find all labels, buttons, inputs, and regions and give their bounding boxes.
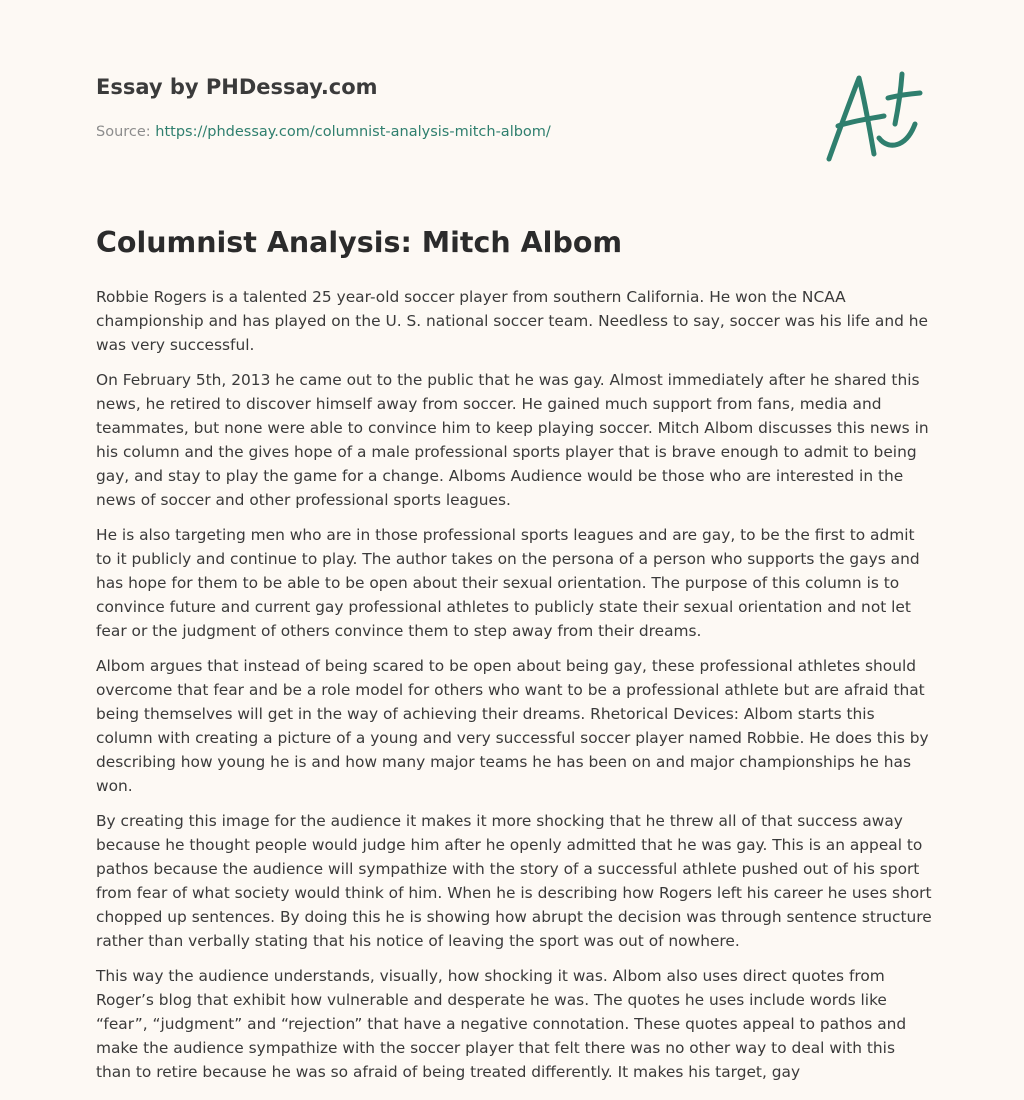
- essay-paragraph: This way the audience understands, visually, how shocking it was. Albom also uses direct quotes from Roger’s blog that exhibit how vulnerable and desperate he was. The quotes he uses include words like “fear”, “judgment” and “rejection” that have a negative connotation. These quotes appeal to pathos and make the audience sympathize with the soccer player that felt there was no other way to deal with this than to retire because he was so afraid of being treated differently. It makes his target, gay: [96, 967, 907, 1081]
- essay-title: Columnist Analysis: Mitch Albom: [96, 226, 623, 259]
- essay-paragraph: On February 5th, 2013 he came out to the public that he was gay. Almost immediately after he shared this news, he retired to discover himself away from soccer. He gained much support from fans, media and teammates, but none were able to convince him to keep playing soccer. Mitch Albom discusses this news in his column and the gives hope of a male professional sports player that is brave enough to admit to being gay, and stay to play the game for a change. Alboms Audience would be those who are interested in the news of soccer and other professional sports leagues.: [96, 371, 929, 509]
- source-line: [96, 124, 551, 140]
- essay-paragraph: Robbie Rogers is a talented 25 year-old soccer player from southern California. He won the NCAA championship and has played on the U. S. national soccer team. Needless to say, soccer was his life and he was very successful.: [96, 288, 928, 354]
- essay-body: [96, 285, 932, 1095]
- source-label: Source:: [96, 124, 156, 140]
- essay-paragraph: By creating this image for the audience it makes it more shocking that he threw all of that success away because he thought people would judge him after he openly admitted that he was gay. This is an appeal to pathos because the audience will sympathize with the story of a successful athlete pushed out of his sport from fear of what society would think of him. When he is describing how Rogers left his career he uses short chopped up sentences. By doing this he is showing how abrupt the decision was through sentence structure rather than verbally stating that his notice of leaving the sport was out of nowhere.: [96, 812, 932, 950]
- page-header: [96, 0, 932, 180]
- essay-paragraph: He is also targeting men who are in those professional sports leagues and are gay, to be the first to admit to it publicly and continue to play. The author takes on the persona of a person who supports the gays and has hope for them to be able to be open about their sexual orientation. The purpose of this column is to convince future and current gay professional athletes to publicly state their sexual orientation and not let fear or the judgment of others convince them to step away from their dreams.: [96, 526, 920, 640]
- source-link[interactable]: https://phdessay.com/columnist-analysis-mitch-albom/: [155, 124, 551, 140]
- essay-paragraph: Albom argues that instead of being scared to be open about being gay, these professional athletes should overcome that fear and be a role model for others who want to be a professional athlete but are afraid that being themselves will get in the way of achieving their dreams. Rhetorical Devices: Albom starts this column with creating a picture of a young and very successful soccer player named Robbie. He does this by describing how young he is and how many major teams he has been on and major championships he has won.: [96, 657, 929, 795]
- essay-page: [96, 0, 932, 1100]
- site-name: Essay by PHDessay.com: [96, 75, 378, 99]
- a-plus-logo-icon: [824, 66, 924, 166]
